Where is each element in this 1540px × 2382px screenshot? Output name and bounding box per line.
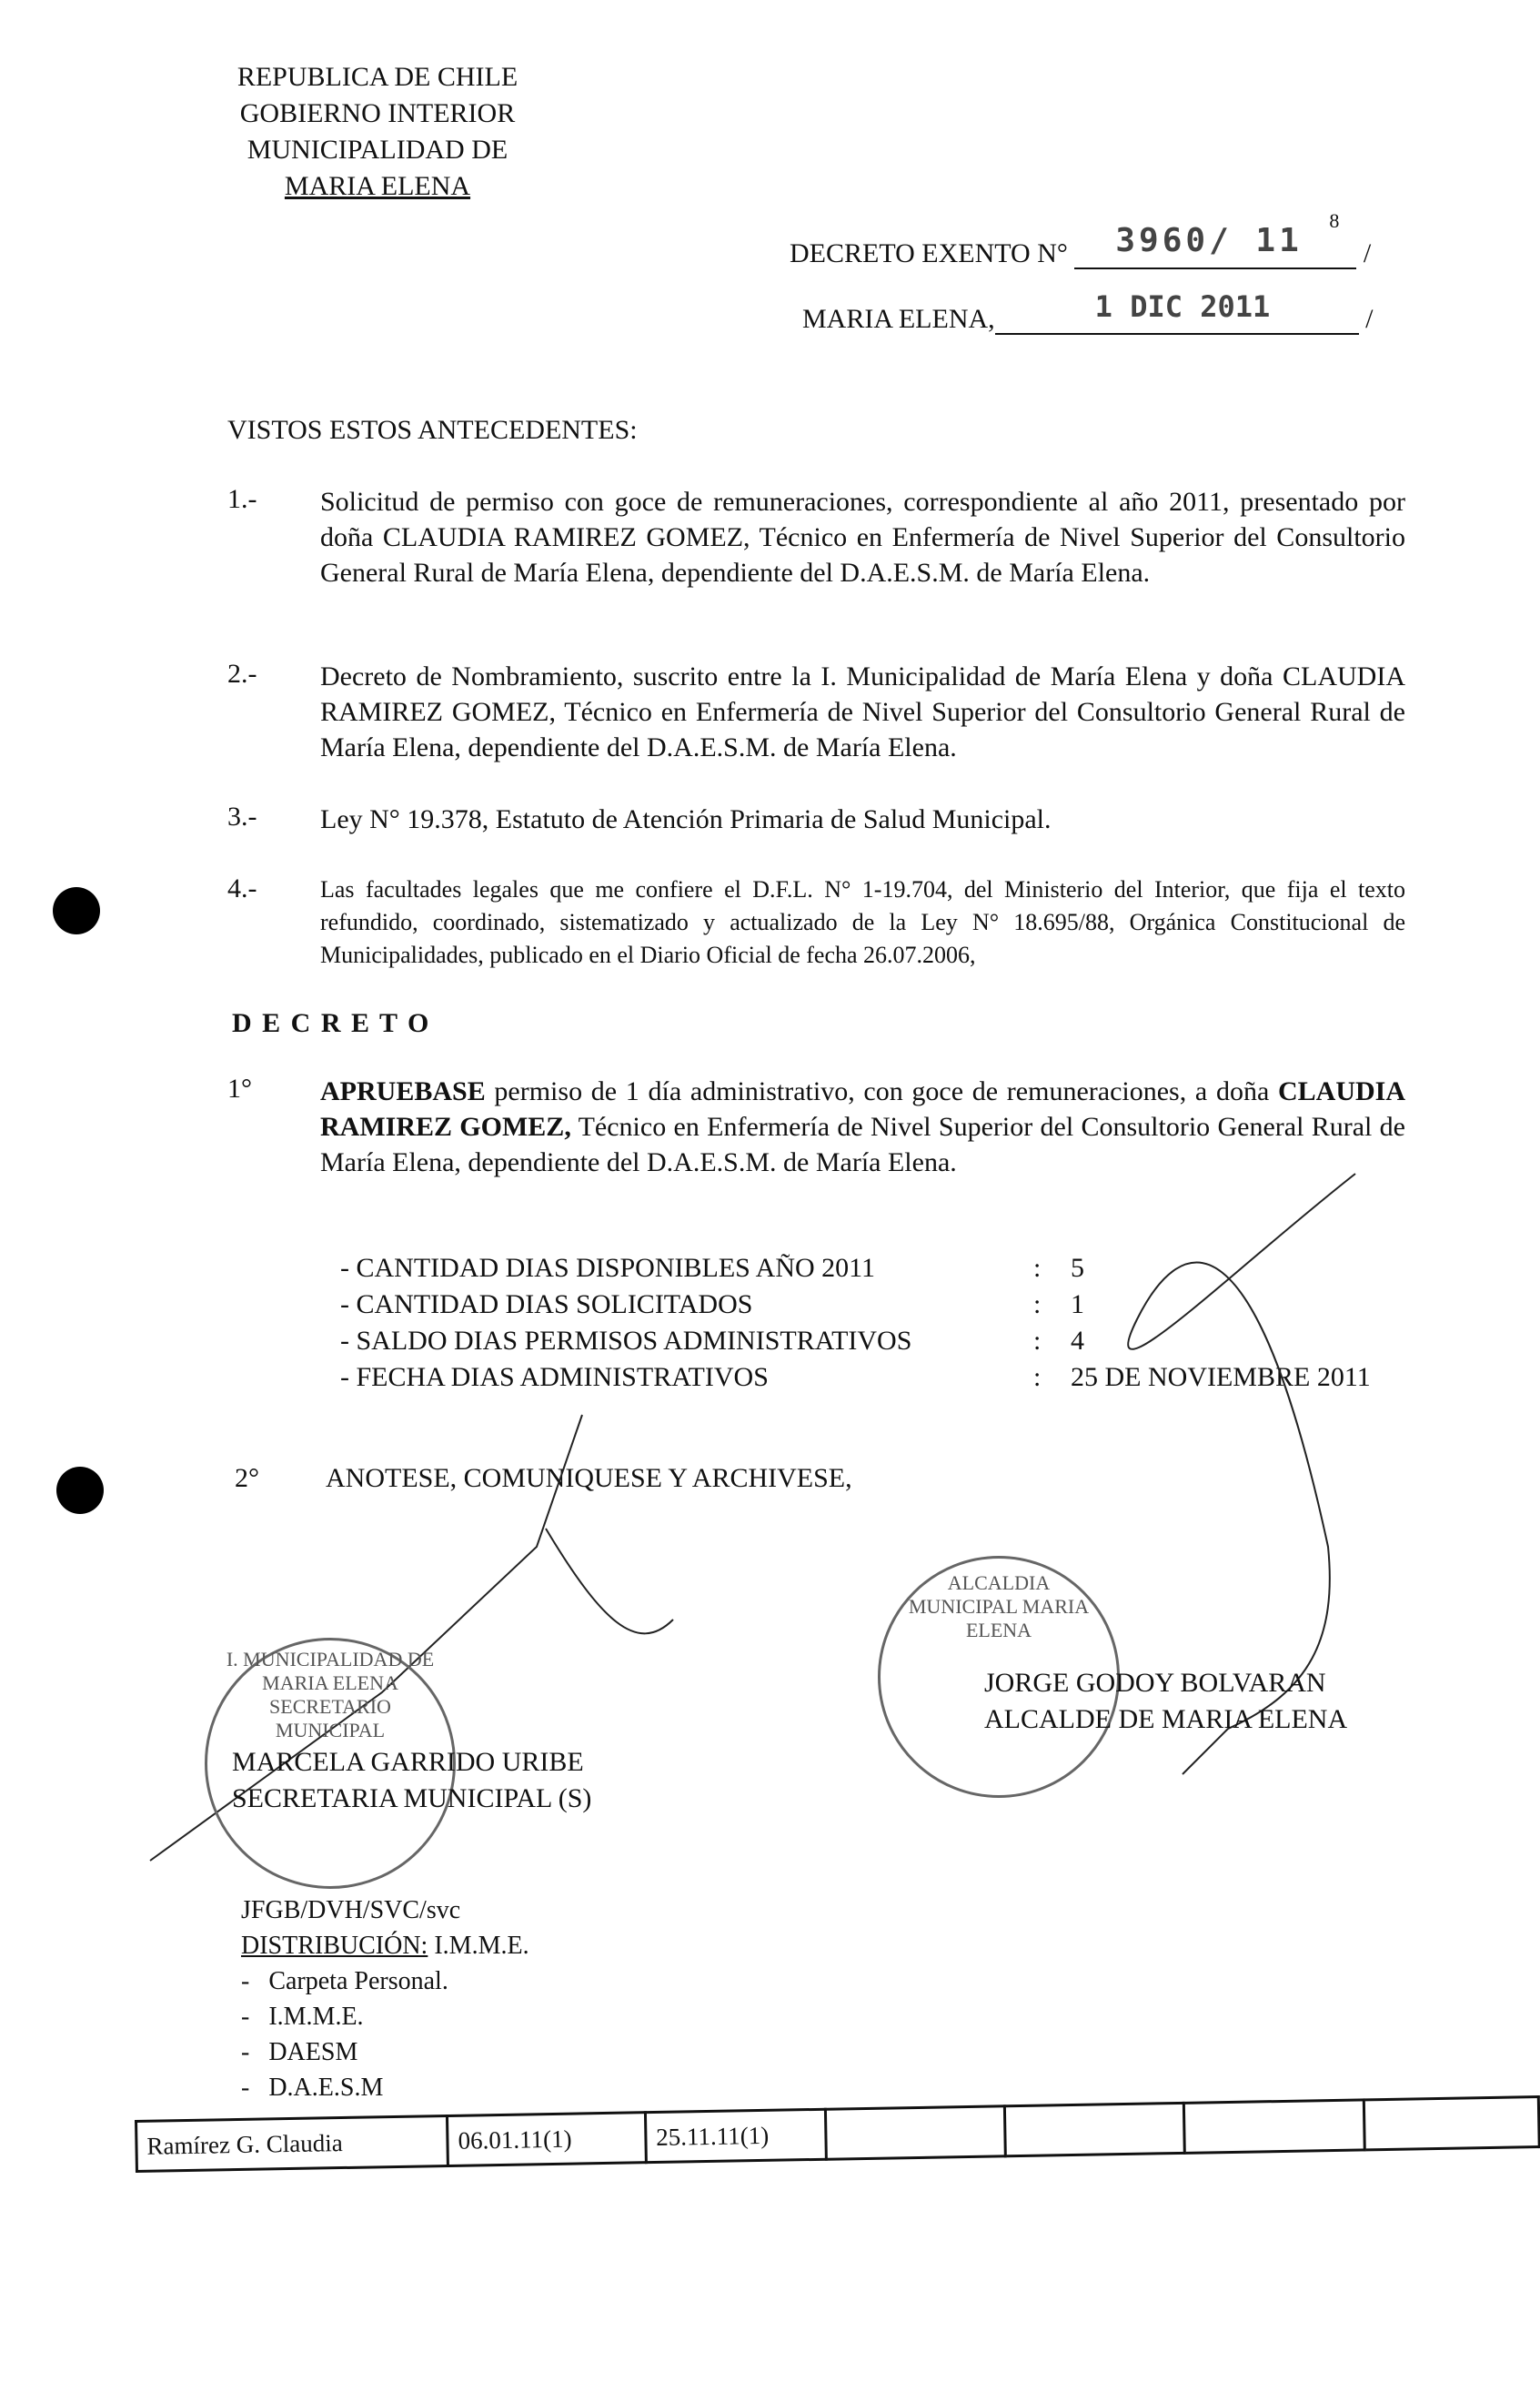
initials: JFGB/DVH/SVC/svc: [241, 1896, 461, 1924]
date-stamp: 1 DIC 2011: [1094, 289, 1271, 324]
item-text: Las facultades legales que me confiere el D.F.L. N° 1-19.704, del Ministerio del Interior, que fija el texto refundido, coordinado, sistematizado y actualizado de la Ley N° 18.695/88, Orgánica Constitucional de Municipalidades, publicado en el Diario Oficial de fecha 26.07.2006,: [320, 876, 1405, 968]
distribution-item: - DAESM: [241, 2038, 358, 2066]
header-line: GOBIERNO INTERIOR: [239, 98, 516, 128]
detail-row: - CANTIDAD DIAS SOLICITADOS : 1: [340, 1287, 1371, 1323]
table-cell: [825, 2106, 1005, 2159]
distribution-block: [241, 1892, 529, 2105]
table-cell: 25.11.11(1): [645, 2109, 826, 2162]
distribution-item: - I.M.M.E.: [241, 2003, 364, 2031]
detail-value: 5: [1071, 1253, 1084, 1283]
decree-number-line: DECRETO EXENTO N° 3960/ 11 8 /: [790, 209, 1372, 268]
decree-date-line: MARIA ELENA, 1 DIC 2011 /: [802, 289, 1374, 334]
article-number: 1°: [227, 1074, 252, 1104]
table-cell: [1364, 2097, 1539, 2150]
item-number: 3.-: [227, 802, 257, 832]
header-line: REPUBLICA DE CHILE: [237, 62, 518, 92]
item-number: 2.-: [227, 659, 257, 689]
distribution-extra: I.M.M.E.: [428, 1932, 529, 1960]
decreto-title: D E C R E T O: [232, 1008, 431, 1038]
decree-number-stamp: 3960/ 11: [1115, 222, 1303, 259]
punch-hole: [53, 887, 100, 934]
detail-row: - CANTIDAD DIAS DISPONIBLES AÑO 2011 : 5: [340, 1250, 1371, 1287]
article-text-part: permiso de 1 día administrativo, con goce de remuneraciones, a doña: [485, 1076, 1278, 1106]
handwritten-mark: 8: [1329, 209, 1340, 232]
detail-value: 4: [1071, 1326, 1084, 1356]
detail-label: - CANTIDAD DIAS DISPONIBLES AÑO 2011: [340, 1253, 876, 1283]
article-text-part: Técnico en Enfermería de Nivel Superior del Consultorio General Rural de María Elena, dependiente del D.A.E.S.M. de María Elena.: [320, 1112, 1405, 1177]
header-line: MARIA ELENA: [284, 171, 471, 201]
detail-label: - CANTIDAD DIAS SOLICITADOS: [340, 1289, 753, 1319]
secretary-name: MARCELA GARRIDO URIBE: [232, 1747, 584, 1777]
employee-name: CLAUDIA RAMIREZ GOMEZ,: [320, 1076, 1405, 1142]
table-cell: 06.01.11(1): [448, 2113, 647, 2166]
mayor-title: ALCALDE DE MARIA ELENA: [984, 1704, 1348, 1734]
place-label: MARIA ELENA,: [802, 304, 995, 334]
article-2-text: ANOTESE, COMUNIQUESE Y ARCHIVESE,: [326, 1463, 852, 1493]
article-2-number: 2°: [235, 1463, 259, 1493]
distribution-item: - Carpeta Personal.: [241, 1967, 448, 1995]
secretary-signature-block: [232, 1744, 591, 1817]
mayor-name: JORGE GODOY BOLVARAN: [984, 1668, 1326, 1698]
detail-value: 1: [1071, 1289, 1084, 1319]
detail-label: - SALDO DIAS PERMISOS ADMINISTRATIVOS: [340, 1326, 912, 1356]
distribution-label: DISTRIBUCIÓN:: [241, 1932, 428, 1960]
item-number: 4.-: [227, 873, 257, 903]
vistos-title: VISTOS ESTOS ANTECEDENTES:: [227, 415, 638, 445]
seal-text: I. MUNICIPALIDAD DE MARIA ELENA SECRETARIO MUNICIPAL: [226, 1648, 435, 1741]
detail-row: - FECHA DIAS ADMINISTRATIVOS : 25 DE NOVIEMBRE 2011: [340, 1359, 1371, 1396]
punch-hole: [56, 1467, 104, 1514]
approve-keyword: APRUEBASE: [320, 1076, 486, 1106]
mayor-signature-block: [984, 1665, 1347, 1738]
decree-label: DECRETO EXENTO N°: [790, 238, 1068, 268]
header-line: MUNICIPALIDAD DE: [247, 135, 508, 165]
seal-text: ALCALDIA MUNICIPAL MARIA ELENA: [908, 1571, 1090, 1641]
table-cell: Ramírez G. Claudia: [136, 2116, 448, 2172]
item-text: Solicitud de permiso con goce de remuneraciones, correspondiente al año 2011, presentado por doña CLAUDIA RAMIREZ GOMEZ, Técnico en Enfermería de Nivel Superior del Consultorio General Rural de María Elena, dependiente del D.A.E.S.M. de María Elena.: [320, 487, 1405, 588]
secretary-title: SECRETARIA MUNICIPAL (S): [232, 1783, 592, 1813]
detail-value: 25 DE NOVIEMBRE 2011: [1071, 1362, 1371, 1392]
table-cell: [1004, 2103, 1184, 2155]
detail-label: - FECHA DIAS ADMINISTRATIVOS: [340, 1362, 769, 1392]
item-number: 1.-: [227, 484, 257, 514]
detail-row: - SALDO DIAS PERMISOS ADMINISTRATIVOS : 4: [340, 1323, 1371, 1359]
item-text: Ley N° 19.378, Estatuto de Atención Primaria de Salud Municipal.: [320, 804, 1052, 834]
table-cell: [1184, 2100, 1364, 2153]
distribution-item: - D.A.E.S.M: [241, 2074, 384, 2102]
item-text: Decreto de Nombramiento, suscrito entre la I. Municipalidad de María Elena y doña CLAUDIA RAMIREZ GOMEZ, Técnico en Enfermería de Nivel Superior del Consultorio General Rural de María Elena, dependiente del D.A.E.S.M. de María Elena.: [320, 661, 1405, 762]
